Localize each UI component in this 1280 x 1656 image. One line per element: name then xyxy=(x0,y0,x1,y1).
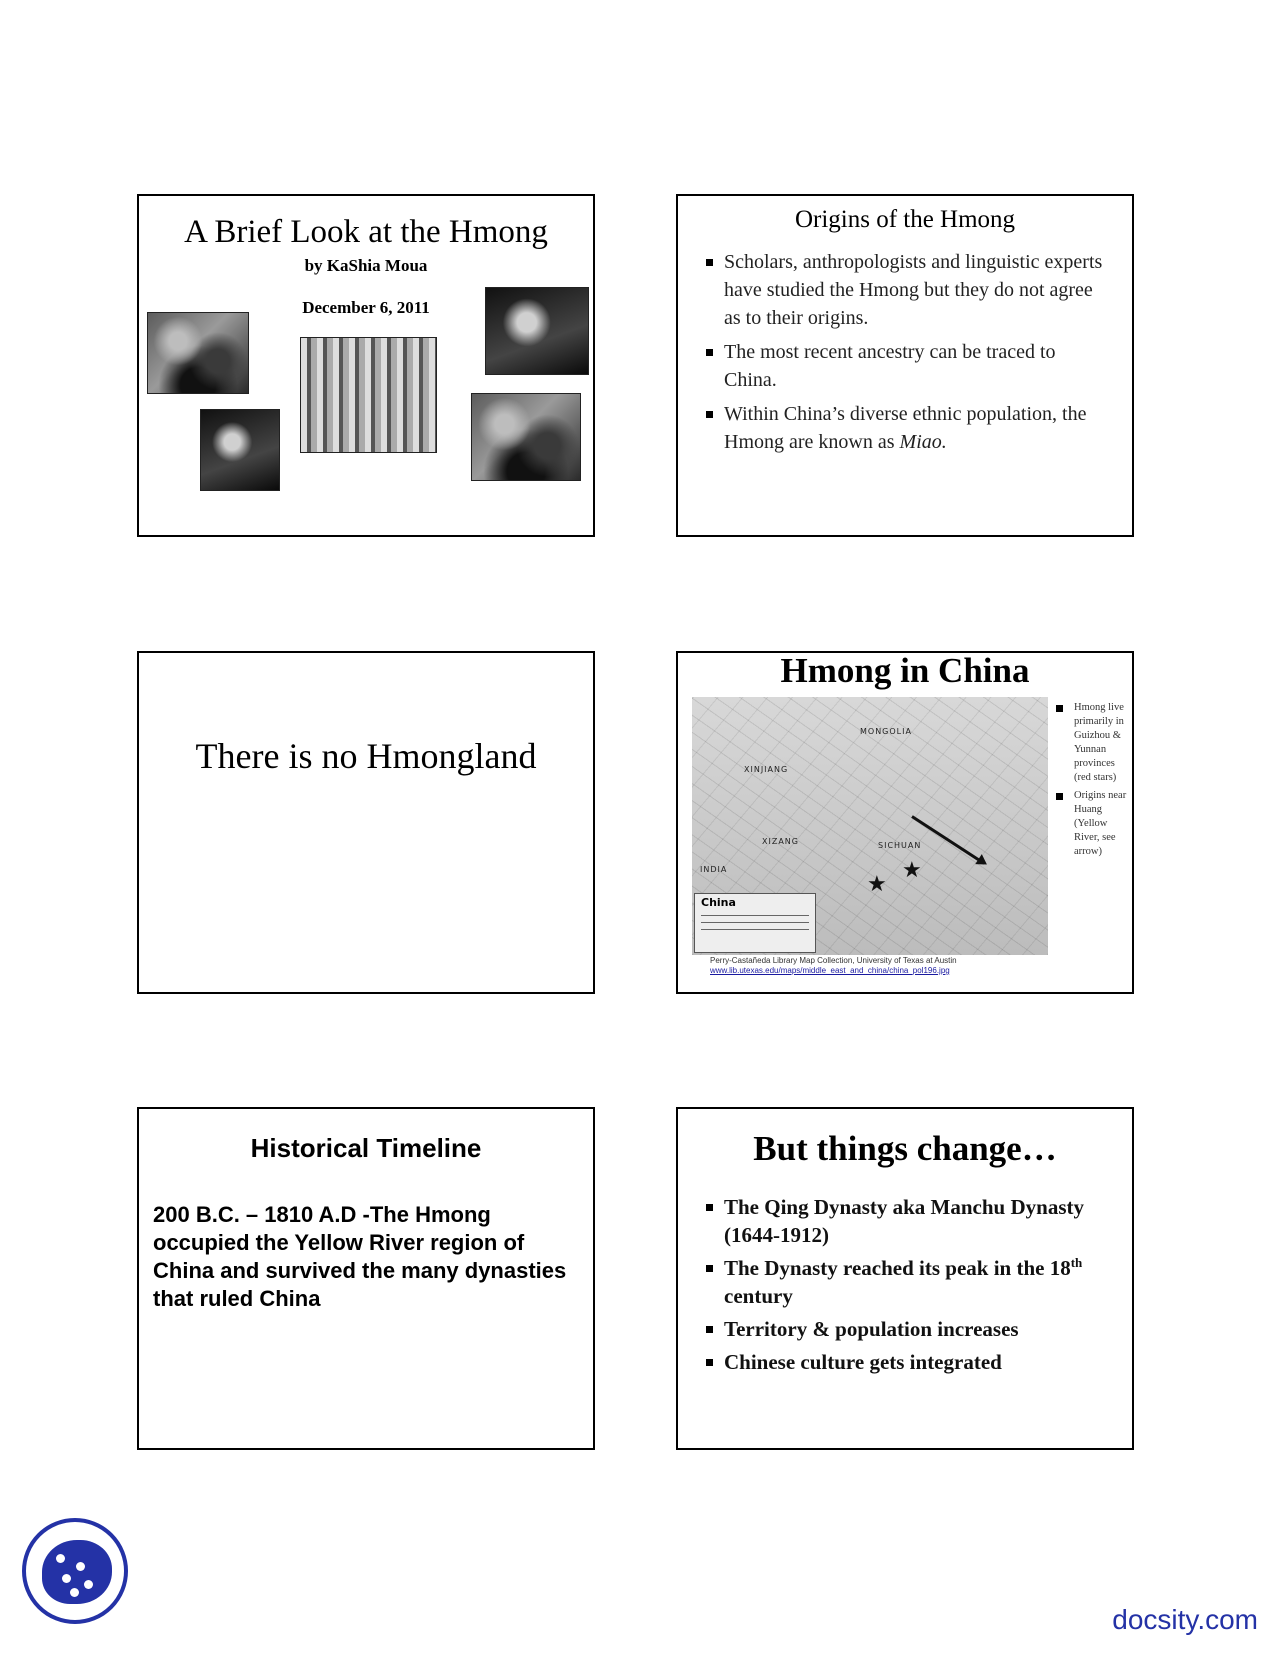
slide-things-change xyxy=(676,1107,1134,1450)
author-byline: by KaShia Moua xyxy=(304,256,428,275)
map-credit: Perry-Castañeda Library Map Collection, University of Texas at Austin xyxy=(710,956,957,965)
map-label-xinjiang: XINJIANG xyxy=(744,765,789,774)
presentation-title: A Brief Look at the Hmong xyxy=(184,214,548,250)
list-item: Scholars, anthropologists and linguistic experts have studied the Hmong but they do not agree as to their origins. xyxy=(706,248,1110,332)
photo-speaker xyxy=(485,287,589,375)
map-label-mongolia: MONGOLIA xyxy=(860,727,912,736)
bullet-square-icon xyxy=(706,1265,713,1272)
photo-group xyxy=(471,393,581,481)
bullet-square-icon xyxy=(706,1204,713,1211)
map-label-india: INDIA xyxy=(700,865,728,874)
yellow-river-arrow-icon xyxy=(911,815,985,864)
bullet-square-icon xyxy=(1056,705,1063,712)
presentation-date: December 6, 2011 xyxy=(302,298,430,317)
map-notes-list xyxy=(1056,701,1132,863)
docsity-logo-icon[interactable] xyxy=(22,1518,128,1624)
slide-origins xyxy=(676,194,1134,537)
miao-term: Miao. xyxy=(899,431,947,453)
slide-title xyxy=(137,194,595,537)
photo-mountain-travelers xyxy=(147,312,249,394)
list-item: Chinese culture gets integrated xyxy=(706,1348,1116,1376)
bullet-square-icon xyxy=(706,1359,713,1366)
map-legend: China xyxy=(694,893,816,953)
slide-heading: Hmong in China xyxy=(780,651,1030,690)
slide-no-hmongland xyxy=(137,651,595,994)
list-item: Hmong live primarily in Guizhou & Yunnan provinces (red stars) xyxy=(1056,701,1132,785)
photo-traditional-dress xyxy=(300,337,437,453)
slide-timeline xyxy=(137,1107,595,1450)
slide-heading: Origins of the Hmong xyxy=(794,206,1016,233)
bullet-square-icon xyxy=(706,411,713,418)
list-item: Origins near Huang (Yellow River, see arrow) xyxy=(1056,789,1132,859)
star-icon-yunnan: ★ xyxy=(902,857,922,882)
slide-heading: Historical Timeline xyxy=(250,1133,482,1163)
timeline-text: 200 B.C. – 1810 A.D -The Hmong occupied the Yellow River region of China and survived the many dynasties that ruled China xyxy=(153,1202,567,1311)
bullet-square-icon xyxy=(706,259,713,266)
bullet-square-icon xyxy=(706,1326,713,1333)
slide-hmong-in-china xyxy=(676,651,1134,994)
bullet-square-icon xyxy=(706,349,713,356)
list-item: The Qing Dynasty aka Manchu Dynasty (1644-1912) xyxy=(706,1193,1116,1249)
slide-statement: There is no Hmongland xyxy=(195,736,537,776)
list-item: The Dynasty reached its peak in the 18th century xyxy=(706,1254,1116,1310)
docsity-brand-link[interactable]: docsity.com xyxy=(1112,1604,1258,1635)
list-item: Within China’s diverse ethnic population, the Hmong are known as Miao. xyxy=(706,400,1110,456)
photo-portrait xyxy=(200,409,280,491)
map-label-sichuan: SICHUAN xyxy=(878,841,922,850)
list-item: Territory & population increases xyxy=(706,1315,1116,1343)
origins-bullet-list xyxy=(706,248,1110,462)
list-item: The most recent ancestry can be traced to China. xyxy=(706,338,1110,394)
map-source-link[interactable]: www.lib.utexas.edu/maps/middle_east_and_china/china_pol196.jpg xyxy=(710,966,950,975)
bullet-square-icon xyxy=(1056,793,1063,800)
map-label-xizang: XIZANG xyxy=(762,837,799,846)
change-bullet-list xyxy=(706,1193,1116,1381)
china-map xyxy=(692,697,1048,955)
slide-heading: But things change… xyxy=(753,1129,1057,1168)
star-icon-guizhou: ★ xyxy=(867,871,887,896)
